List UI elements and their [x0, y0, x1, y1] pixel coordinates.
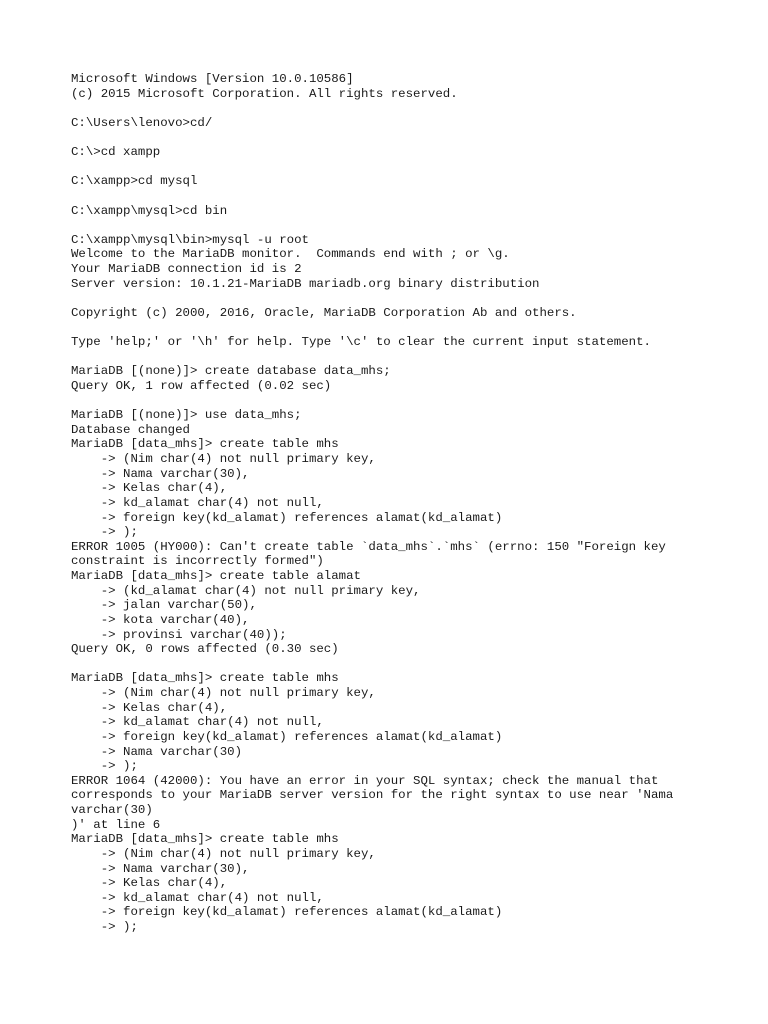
console-line: Type 'help;' or '\h' for help. Type '\c' to clear the current input statement.	[71, 335, 651, 350]
console-line: MariaDB [(none)]> create database data_mhs;	[71, 364, 391, 379]
console-line: MariaDB [data_mhs]> create table mhs	[71, 832, 339, 847]
console-line: -> foreign key(kd_alamat) references alamat(kd_alamat)	[71, 510, 503, 525]
console-line: -> foreign key(kd_alamat) references alamat(kd_alamat)	[71, 905, 503, 920]
console-line: -> Nama varchar(30),	[71, 861, 250, 876]
console-line: -> );	[71, 920, 138, 935]
console-line: -> kota varchar(40),	[71, 612, 250, 627]
console-line: C:\>cd xampp	[71, 145, 161, 160]
console-line	[71, 218, 751, 233]
console-line: C:\xampp>cd mysql	[71, 174, 198, 189]
console-line: -> (kd_alamat char(4) not null primary key,	[71, 583, 421, 598]
console-line: -> Kelas char(4),	[71, 876, 228, 891]
console-line	[71, 657, 751, 672]
console-line: C:\xampp\mysql>cd bin	[71, 203, 228, 218]
console-line	[71, 101, 751, 116]
console-line: -> Nama varchar(30)	[71, 744, 243, 759]
console-line: MariaDB [data_mhs]> create table mhs	[71, 671, 339, 686]
console-line	[71, 321, 751, 336]
console-line: -> Nama varchar(30),	[71, 466, 250, 481]
console-line: -> );	[71, 525, 138, 540]
console-line: -> (Nim char(4) not null primary key,	[71, 686, 376, 701]
console-line: -> provinsi varchar(40));	[71, 627, 287, 642]
console-line: Microsoft Windows [Version 10.0.10586]	[71, 72, 354, 86]
console-line: MariaDB [data_mhs]> create table mhs	[71, 437, 339, 452]
console-line: -> );	[71, 759, 138, 774]
console-line: Database changed	[71, 422, 190, 437]
console-line: Query OK, 0 rows affected (0.30 sec)	[71, 642, 339, 657]
console-line: Server version: 10.1.21-MariaDB mariadb.org binary distribution	[71, 276, 540, 291]
console-line: -> kd_alamat char(4) not null,	[71, 890, 324, 905]
console-line: -> jalan varchar(50),	[71, 598, 257, 613]
console-line: (c) 2015 Microsoft Corporation. All rights reserved.	[71, 86, 458, 101]
console-line: Query OK, 1 row affected (0.02 sec)	[71, 379, 332, 393]
console-line: -> (Nim char(4) not null primary key,	[71, 452, 376, 467]
console-line: Welcome to the MariaDB monitor. Commands end with ; or \g.	[71, 247, 510, 262]
console-line	[71, 350, 751, 365]
console-line: MariaDB [data_mhs]> create table alamat	[71, 569, 361, 584]
console-line	[71, 291, 751, 306]
console-line: MariaDB [(none)]> use data_mhs;	[71, 408, 302, 423]
console-line: -> Kelas char(4),	[71, 700, 228, 715]
console-line	[71, 394, 751, 409]
console-line: -> (Nim char(4) not null primary key,	[71, 846, 376, 861]
console-line: C:\xampp\mysql\bin>mysql -u root	[71, 232, 309, 247]
console-transcript	[71, 72, 751, 935]
console-line: -> foreign key(kd_alamat) references alamat(kd_alamat)	[71, 729, 503, 744]
console-line: ERROR 1064 (42000): You have an error in your SQL syntax; check the manual that	[71, 773, 659, 788]
console-line	[71, 160, 751, 175]
console-line: -> Kelas char(4),	[71, 481, 228, 496]
console-line: varchar(30)	[71, 803, 153, 818]
console-line	[71, 130, 751, 145]
console-line: corresponds to your MariaDB server version for the right syntax to use near 'Nama	[71, 788, 674, 803]
console-line: -> kd_alamat char(4) not null,	[71, 715, 324, 730]
console-line: ERROR 1005 (HY000): Can't create table `data_mhs`.`mhs` (errno: 150 "Foreign key	[71, 539, 666, 554]
console-line: Your MariaDB connection id is 2	[71, 262, 302, 277]
console-line: )' at line 6	[71, 817, 161, 832]
console-line: Copyright (c) 2000, 2016, Oracle, MariaDB Corporation Ab and others.	[71, 305, 577, 320]
console-line: constraint is incorrectly formed")	[71, 554, 324, 569]
console-line: C:\Users\lenovo>cd/	[71, 115, 213, 130]
console-line: -> kd_alamat char(4) not null,	[71, 495, 324, 510]
console-line	[71, 189, 751, 204]
